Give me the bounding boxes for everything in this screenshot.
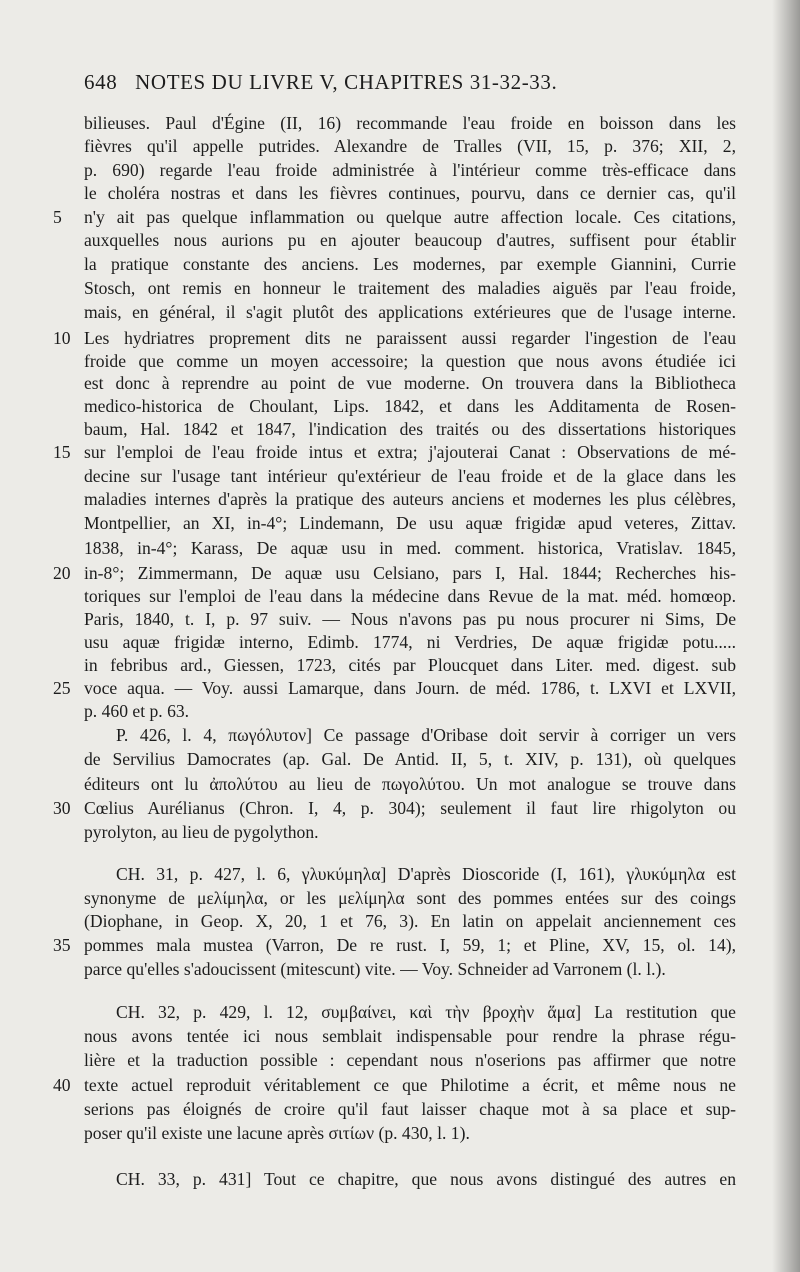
text-line: texte actuel reproduit véritablement ce que Philotime a écrit, et même nous ne (84, 1075, 736, 1095)
text-line: medico-historica de Choulant, Lips. 1842, et dans les Additamenta de Rosen- (84, 396, 736, 416)
text-line: auxquelles nous aurions pu en ajouter beaucoup d'autres, suffisent pour établir (84, 230, 736, 250)
page-number: 648 (84, 70, 118, 94)
text-line: (Diophane, in Geop. X, 20, 1 et 76, 3). En latin on appelait anciennement ces (84, 911, 736, 931)
text-line: CH. 33, p. 431] Tout ce chapitre, que nous avons distingué des autres en (116, 1169, 736, 1189)
text-line: in febribus ard., Giessen, 1723, cités par Ploucquet dans Liter. med. digest. sub (84, 655, 736, 675)
text-line: Stosch, ont remis en honneur le traitement des maladies aiguës par l'eau froide, (84, 278, 736, 298)
line-number: 25 (53, 678, 71, 698)
running-header (84, 70, 734, 95)
text-line: sur l'emploi de l'eau froide intus et extra; j'ajouterai Canat : Observations de mé- (84, 442, 736, 462)
text-line: 1838, in-4°; Karass, De aquæ usu in med. comment. historica, Vratislav. 1845, (84, 538, 736, 558)
text-line: froide que comme un moyen accessoire; la question que nous avons étudiée ici (84, 351, 736, 371)
text-line: Cœlius Aurélianus (Chron. I, 4, p. 304); seulement il faut lire rhigolyton ou (84, 798, 736, 818)
text-line: Les hydriatres proprement dits ne paraissent aussi regarder l'ingestion de l'eau (84, 328, 736, 348)
text-line: lière et la traduction possible : cependant nous n'oserions pas affirmer que notre (84, 1050, 736, 1070)
text-line: CH. 31, p. 427, l. 6, γλυκύμηλα] D'après Dioscoride (I, 161), γλυκύμηλα est (116, 864, 736, 884)
text-line: parce qu'elles s'adoucissent (mitescunt) vite. — Voy. Schneider ad Varronem (l. l.). (84, 959, 666, 979)
text-line: est donc à reprendre au point de vue moderne. On trouvera dans la Bibliotheca (84, 373, 736, 393)
text-line: decine sur l'usage tant intérieur qu'extérieur de l'eau froide et de la glace dans les (84, 466, 736, 486)
line-number: 30 (53, 798, 71, 818)
text-line: voce aqua. — Voy. aussi Lamarque, dans Journ. de méd. 1786, t. LXVI et LXVII, (84, 678, 736, 698)
text-line: nous avons tentée ici nous semblait indispensable pour rendre la phrase régu- (84, 1026, 736, 1046)
text-line: maladies internes d'après la pratique des auteurs anciens et modernes les plus célèbres, (84, 489, 736, 509)
text-line: p. 690) regarde l'eau froide administrée à l'intérieur comme très-efficace dans (84, 160, 736, 180)
line-number: 40 (53, 1075, 71, 1095)
text-line: n'y ait pas quelque inflammation ou quelque autre affection locale. Ces citations, (84, 207, 736, 227)
text-line: Montpellier, an XI, in-4°; Lindemann, De usu aquæ frigidæ apud veteres, Zittav. (84, 513, 736, 533)
text-line: p. 460 et p. 63. (84, 701, 190, 721)
text-line: in-8°; Zimmermann, De aquæ usu Celsiano, pars I, Hal. 1844; Recherches his- (84, 563, 736, 583)
text-line: P. 426, l. 4, πωγόλυτον] Ce passage d'Oribase doit servir à corriger un vers (116, 725, 736, 745)
text-line: baum, Hal. 1842 et 1847, l'indication des traités ou des dissertations historiques (84, 419, 736, 439)
text-line: pommes mala mustea (Varron, De re rust. I, 59, 1; et Pline, XV, 15, ol. 14), (84, 935, 736, 955)
page-edge-shadow (772, 0, 800, 1272)
line-number: 35 (53, 935, 71, 955)
running-title: NOTES DU LIVRE V, CHAPITRES 31-32-33. (135, 70, 558, 94)
text-line: le choléra nostras et dans les fièvres continues, pourvu, dans ce dernier cas, qu'il (84, 183, 736, 203)
line-number: 10 (53, 328, 71, 348)
line-number: 15 (53, 442, 71, 462)
text-line: éditeurs ont lu ἀπολύτου au lieu de πωγολύτου. Un mot analogue se trouve dans (84, 774, 736, 794)
text-line: toriques sur l'emploi de l'eau dans la médecine dans Revue de la mat. méd. homœop. (84, 586, 736, 606)
text-line: pyrolyton, au lieu de pygolython. (84, 822, 319, 842)
text-line: bilieuses. Paul d'Égine (II, 16) recommande l'eau froide en boisson dans les (84, 113, 736, 133)
text-line: serions pas éloignés de croire qu'il faut laisser chaque mot à sa place et sup- (84, 1099, 736, 1119)
text-line: usu aquæ frigidæ interno, Edimb. 1774, ni Verdries, De aquæ frigidæ potu..... (84, 632, 736, 652)
text-line: de Servilius Damocrates (ap. Gal. De Antid. II, 5, t. XIV, p. 131), où quelques (84, 749, 736, 769)
text-line: la pratique constante des anciens. Les modernes, par exemple Giannini, Currie (84, 254, 736, 274)
text-line: poser qu'il existe une lacune après σιτίων (p. 430, l. 1). (84, 1123, 470, 1143)
text-line: fièvres qu'il appelle putrides. Alexandre de Tralles (VII, 15, p. 376; XII, 2, (84, 136, 736, 156)
line-number: 20 (53, 563, 71, 583)
text-line: mais, en général, il s'agit plutôt des applications extérieures que de l'usage interne. (84, 302, 736, 322)
line-number: 5 (53, 207, 62, 227)
text-line: Paris, 1840, t. I, p. 97 suiv. — Nous n'avons pas pu nous procurer ni Sims, De (84, 609, 736, 629)
text-line: CH. 32, p. 429, l. 12, συμβαίνει, καὶ τὴν βροχὴν ἅμα] La restitution que (116, 1002, 736, 1022)
text-line: synonyme de μελίμηλα, or les μελίμηλα sont des pommes entées sur des coings (84, 888, 736, 908)
